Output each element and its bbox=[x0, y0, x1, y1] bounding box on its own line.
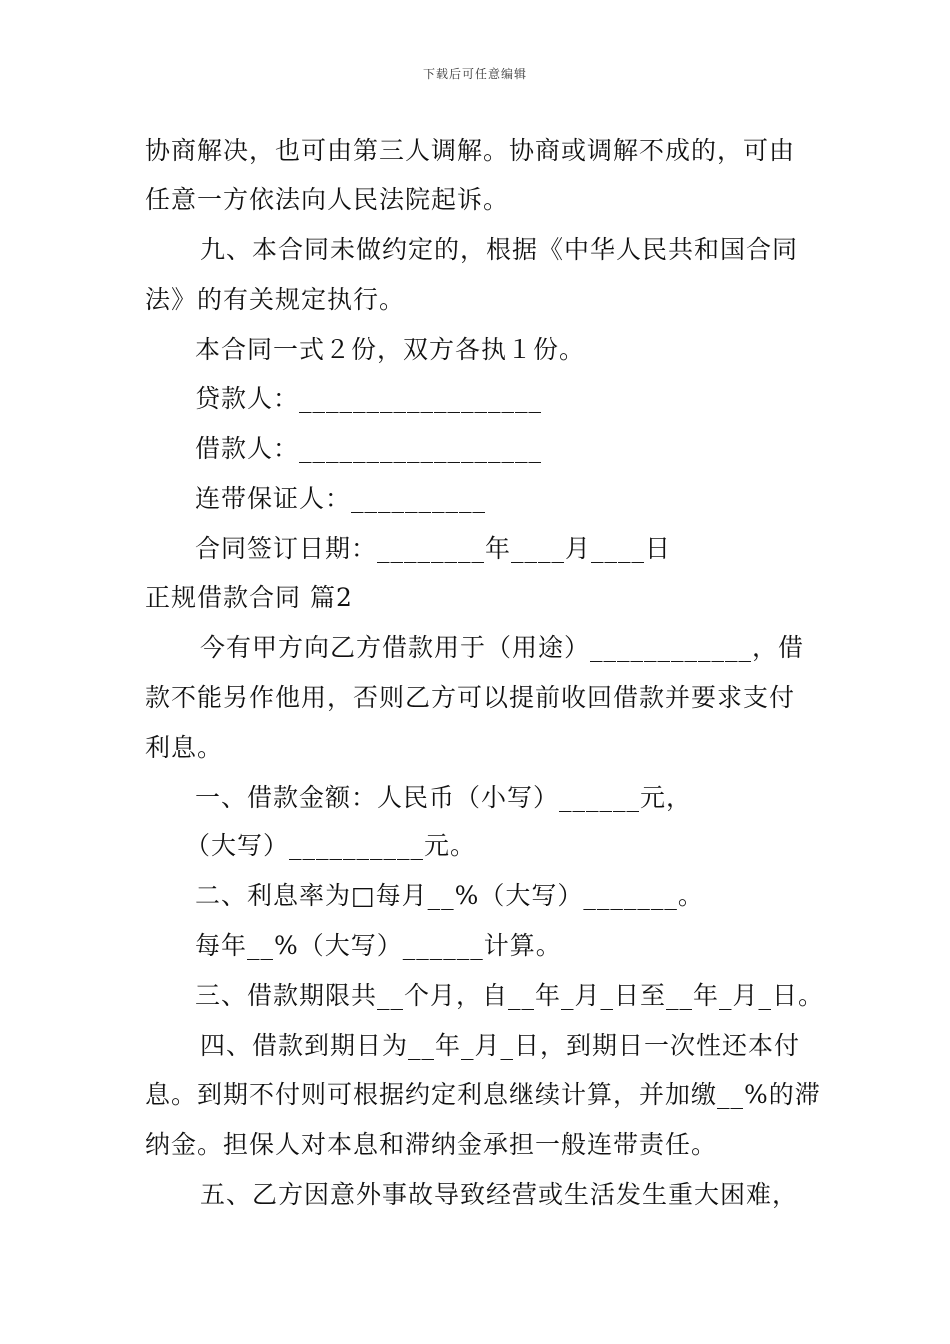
text-line: 今有甲方向乙方借款用于（用途）____________，借 bbox=[200, 633, 805, 662]
text-line: 款不能另作他用，否则乙方可以提前收回借款并要求支付 bbox=[145, 683, 796, 712]
text-line: 任意一方依法向人民法院起诉。 bbox=[145, 185, 510, 214]
section-heading: 正规借款合同 篇2 bbox=[145, 583, 353, 612]
text-line: 三、借款期限共__个月，自__年_月_日至__年_月_日。 bbox=[195, 981, 825, 1010]
header-note: 下载后可任意编辑 bbox=[422, 67, 527, 81]
text-line: 五、乙方因意外事故导致经营或生活发生重大困难， bbox=[200, 1180, 799, 1209]
text-line: 每年__%（大写）______计算。 bbox=[195, 931, 562, 960]
text-line: 四、借款到期日为__年_月_日，到期日一次性还本付 bbox=[200, 1031, 801, 1060]
text-line: 利息。 bbox=[145, 733, 224, 762]
text-line: 九、本合同未做约定的，根据《中华人民共和国合同 bbox=[200, 235, 799, 264]
text-line: （大写）__________元。 bbox=[185, 831, 477, 860]
text-line: 二、利息率为□每月__%（大写）_______。 bbox=[195, 881, 704, 910]
text-line: 协商解决，也可由第三人调解。协商或调解不成的，可由 bbox=[145, 136, 796, 165]
text-line: 借款人：__________________ bbox=[195, 434, 543, 463]
text-line: 纳金。担保人对本息和滞纳金承担一般连带责任。 bbox=[145, 1130, 718, 1159]
text-line: 本合同一式２份，双方各执１份。 bbox=[195, 335, 586, 364]
text-line: 一、借款金额：人民币（小写）______元， bbox=[195, 783, 693, 812]
text-line: 法》的有关规定执行。 bbox=[145, 285, 406, 314]
text-line: 息。到期不付则可根据约定利息继续计算，并加缴__%的滞 bbox=[145, 1080, 821, 1109]
text-line: 连带保证人：__________ bbox=[195, 484, 487, 513]
text-line: 贷款人：__________________ bbox=[195, 384, 543, 413]
text-line: 合同签订日期：________年____月____日 bbox=[195, 534, 672, 563]
